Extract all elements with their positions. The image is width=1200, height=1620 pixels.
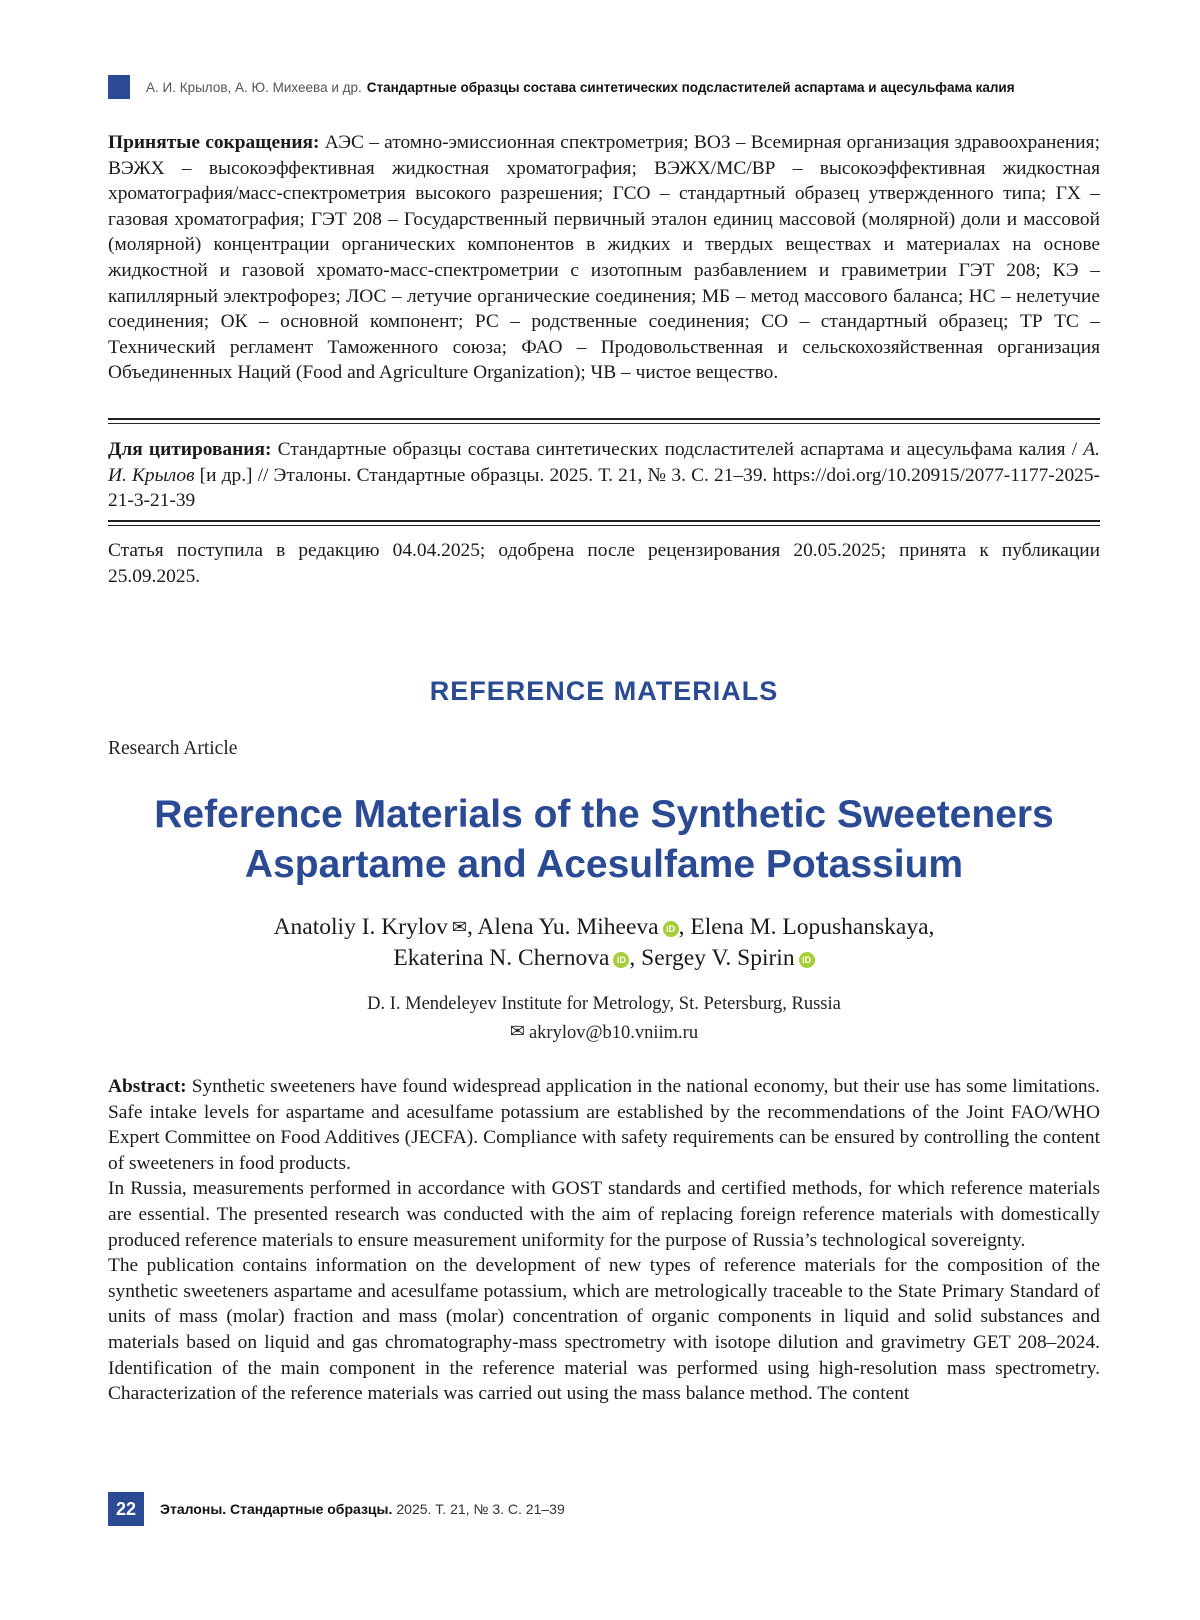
header-title: Стандартные образцы состава синтетических подсластителей аспартама и ацесульфама калия: [366, 79, 1015, 95]
envelope-icon[interactable]: ✉: [451, 917, 467, 938]
author-spirin: , Sergey V. Spirin: [629, 945, 795, 971]
citation-text-after: [и др.] // Эталоны. Стандартные образцы. 2025. Т. 21, № 3. С. 21–39. https://doi.org/10.20915/2077-1177-2025-21-3-21-39: [108, 464, 1100, 512]
author-chernova: Ekaterina N. Chernova: [393, 945, 610, 971]
footer-issue: 2025. Т. 21, № 3. С. 21–39: [396, 1501, 565, 1517]
abstract-label: Abstract:: [108, 1076, 187, 1097]
orcid-icon[interactable]: iD: [799, 952, 815, 968]
abstract: [108, 1074, 1100, 1407]
abbreviations-text: АЭС – атомно-эмиссионная спектрометрия; ВОЗ – Всемирная организация здравоохранения; ВЭЖХ – высокоэффективная жидкостная хроматография; ВЭЖХ/МС/ВР – высокоэффективная жидкостная хроматография/масс-спектрометрия высокого разрешения; ГСО – стандартный образец утвержденного типа; ГХ – газовая хроматография; ГЭТ 208 – Государственный первичный эталон единиц массовой (молярной) доли и массовой (молярной) концентрации органических компонентов в жидких и твердых веществах и материалах на основе жидкостной и газовой хромато-масс-спектрометрии с изотопным разбавлением и гравиметрии ГЭТ 208; КЭ – капиллярный электрофорез; ЛОС – летучие органические соединения; МБ – метод массового баланса; НС – нелетучие соединения; ОК – основной компонент; РС – родственные соединения; СО – стандартный образец; ТР ТС – Технический регламент Таможенного союза; ФАО – Продовольственная и сельскохозяйственная организация Объединенных Наций (Food and Agriculture Organization); ЧВ – чистое вещество.: [108, 132, 1100, 384]
orcid-icon[interactable]: iD: [613, 952, 629, 968]
header-marker: [108, 75, 130, 99]
abbreviations-label: Принятые сокращения:: [108, 132, 320, 153]
footer: [108, 1492, 565, 1526]
abstract-p1: Synthetic sweeteners have found widespread application in the national economy, but their use has some limitations. Safe intake levels for aspartame and acesulfame potassium are established by the recommendations of the Joint FAO/WHO Expert Committee on Food Additives (JECFA). Compliance with safety requirements can be ensured by controlling the content of sweeteners in food products.: [108, 1076, 1100, 1174]
article-title-line1: Reference Materials of the Synthetic Sweeteners: [154, 793, 1054, 836]
section-heading: REFERENCE MATERIALS: [429, 676, 779, 706]
author-lopushanskaya: , Elena M. Lopushanskaya,: [678, 914, 935, 940]
article-title-line2: Aspartame and Acesulfame Potassium: [244, 843, 964, 886]
abstract-paragraph: [108, 1074, 1100, 1176]
article-type: Research Article: [108, 738, 238, 759]
header-authors: А. И. Крылов, А. Ю. Михеева и др.: [146, 79, 362, 95]
envelope-icon: ✉: [509, 1021, 525, 1042]
abstract-p2: In Russia, measurements performed in accordance with GOST standards and certified methods, for which reference materials are essential. The presented research was conducted with the aim of replacing foreign reference materials with domestically produced reference materials to ensure measurement uniformity for the purpose of Russia’s technological sovereignty.: [108, 1178, 1100, 1251]
abbreviations: [108, 130, 1100, 386]
page-number: 22: [108, 1492, 144, 1526]
citation-label: Для цитирования:: [108, 439, 272, 460]
affiliation: D. I. Mendeleyev Institute for Metrology, St. Petersburg, Russia: [367, 994, 841, 1014]
orcid-icon[interactable]: iD: [663, 921, 679, 937]
citation-authors: А. И. Крылов: [108, 439, 1100, 486]
citation-text-before: Стандартные образцы состава синтетических подсластителей аспартама и ацесульфама калия /: [271, 439, 1084, 460]
affiliation-block: [108, 990, 1100, 1047]
email-link[interactable]: akrylov@b10.vniim.ru: [528, 1023, 699, 1043]
author-miheeva: , Alena Yu. Miheeva: [466, 914, 659, 940]
author-krylov: Anatoliy I. Krylov: [273, 914, 448, 940]
divider-bottom: [108, 520, 1100, 526]
divider-top: [108, 418, 1100, 424]
running-header: [108, 74, 1100, 100]
footer-journal: Эталоны. Стандартные образцы.: [160, 1501, 393, 1517]
received-dates: Статья поступила в редакцию 04.04.2025; одобрена после рецензирования 20.05.2025; принята к публикации 25.09.2025.: [108, 540, 1100, 587]
authors-line1: [108, 912, 1100, 943]
email-line: [108, 1018, 1100, 1047]
authors: [108, 912, 1100, 974]
authors-line2: [108, 943, 1100, 974]
abstract-p3: The publication contains information on the development of new types of reference materials for the composition of the synthetic sweeteners aspartame and acesulfame potassium, which are metrologically traceable to the State Primary Standard of units of mass (molar) fraction and mass (molar) concentration of organic components in liquid and solid substances and materials based on liquid and gas chromatography-mass spectrometry with isotope dilution and gravimetry GET 208–2024. Identification of the main component in the reference material was performed using high-resolution mass spectrometry. Characterization of the reference materials was carried out using the mass balance method. The content: [108, 1255, 1100, 1405]
citation: [108, 437, 1100, 514]
article-title: [108, 790, 1100, 890]
